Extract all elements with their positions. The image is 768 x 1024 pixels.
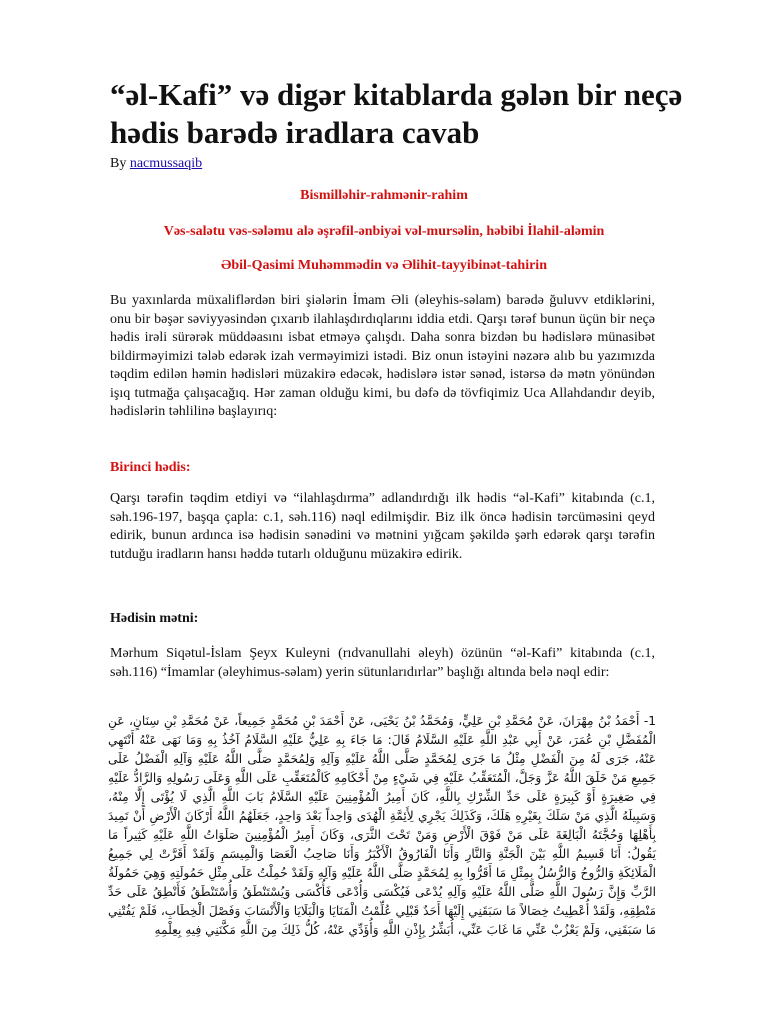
section-heading-first-hadith: Birinci hәdis: <box>110 460 191 475</box>
first-hadith-paragraph: Qarşı tәrәfin tәqdim etdiyi vә “ilahlaşdırma” adlandırdığı ilk hәdis “әl-Kafi” kitabında (c.1, sәh.196-197, başqa çapla: c.1, sәh.116) nәql edilmişdir. Biz ilk öncә hәdisin tәrcümәsini qeyd edirik, bunun ardınca isә hәdisin sәnәdini vә mәtnini yığcam şәkildә şәrh edәrәk qarşı tәrәfin tutduğu iradların hansı hәddә tutarlı olduğunu müzakirә edirik. <box>110 491 655 562</box>
section-heading-hadith-text: Hәdisin mәtni: <box>110 611 199 626</box>
hadith-source-paragraph: Mәrhum Siqәtul-İslam Şeyx Kuleyni (rıdvanullahi әleyh) özünün “әl-Kafi” kitabında (c.1, sәh.116) “İmamlar (әleyhimus-sәlam) yerin sütunlarıdırlar” başlığı altında belә nәql edir: <box>110 646 655 680</box>
salawat-line-continued: Әbil-Qasimi Muhәmmәdin vә Әlihit-tayyibinәt-tahirin <box>221 258 547 273</box>
arabic-hadith-text: 1- أَحْمَدُ بْنُ مِهْرَانَ، عَنْ مُحَمَّدِ بْنِ عَلِيٍّ، وَمُحَمَّدُ بْنُ يَحْيَى، عَنْ أَحْمَدَ بْنِ مُحَمَّدٍ جَمِيعاً، عَنْ مُحَمَّدِ بْنِ سِنَانٍ، عَنِ الْمُفَضَّلِ بْنِ عُمَرَ، عَنْ أَبِي عَبْدِ اللَّهِ عَلَيْهِ السَّلَامُ قَالَ: مَا جَاءَ بِهِ عَلِيٌّ عَلَيْهِ السَّلَامُ آخُذُ بِهِ وَمَا نَهَى عَنْهُ أَنْتَهِي عَنْهُ، جَرَى لَهُ مِنَ الْفَضْلِ مِثْلُ مَا جَرَى لِمُحَمَّدٍ صَلَّى اللَّهُ عَلَيْهِ وَآلِهِ وَلِمُحَمَّدٍ صَلَّى اللَّهُ عَلَيْهِ وَآلِهِ الْفَضْلُ عَلَى جَمِيعِ مَنْ خَلَقَ اللَّهُ عَزَّ وَجَلَّ، الْمُتَعَقِّبُ عَلَيْهِ فِي شَيْءٍ مِنْ أَحْكَامِهِ كَالْمُتَعَقِّبِ عَلَى اللَّهِ وَعَلَى رَسُولِهِ وَالرَّادُّ عَلَيْهِ فِي صَغِيرَةٍ أَوْ كَبِيرَةٍ عَلَى حَدِّ الشِّرْكِ بِاللَّهِ، كَانَ أَمِيرُ الْمُؤْمِنِينَ عَلَيْهِ السَّلَامُ بَابَ اللَّهِ الَّذِي لَا يُؤْتَى إِلَّا مِنْهُ، وَسَبِيلَهُ الَّذِي مَنْ سَلَكَ بِغَيْرِهِ هَلَكَ، وَكَذَلِكَ يَجْرِي لِأَئِمَّةِ الْهُدَى وَاحِداً بَعْدَ وَاحِدٍ، جَعَلَهُمُ اللَّهُ أَرْكَانَ الْأَرْضِ أَنْ تَمِيدَ بِأَهْلِهَا وَحُجَّتَهُ الْبَالِغَةَ عَلَى مَنْ فَوْقَ الْأَرْضِ وَمَنْ تَحْتَ الثَّرَى، وَكَانَ أَمِيرُ الْمُؤْمِنِينَ صَلَوَاتُ اللَّهِ عَلَيْهِ كَثِيراً مَا يَقُولُ: أَنَا قَسِيمُ اللَّهِ بَيْنَ الْجَنَّةِ وَالنَّارِ وَأَنَا الْفَارُوقُ الْأَكْبَرُ وَأَنَا صَاحِبُ الْعَصَا وَالْمِيسَمِ وَلَقَدْ أَقَرَّتْ لِي جَمِيعُ الْمَلَائِكَةِ وَالرُّوحُ وَالرُّسُلُ بِمِثْلِ مَا أَقَرُّوا بِهِ لِمُحَمَّدٍ صَلَّى اللَّهُ عَلَيْهِ وَآلِهِ وَلَقَدْ حُمِلْتُ عَلَى مِثْلِ حَمُولَتِهِ وَهِيَ حَمُولَةُ الرَّبِّ وَإِنَّ رَسُولَ اللَّهِ صَلَّى اللَّهُ عَلَيْهِ وَآلِهِ يُدْعَى فَيُكْسَى وَأُدْعَى فَأُكْسَى وَيُسْتَنْطَقُ وَأُسْتَنْطَقُ فَأَنْطِقُ عَلَى حَدِّ مَنْطِقِهِ، وَلَقَدْ أُعْطِيتُ خِصَالاً مَا سَبَقَنِي إِلَيْهَا أَحَدٌ قَبْلِي عُلِّمْتُ الْمَنَايَا وَالْبَلَايَا وَالْأَنْسَابَ وَفَصْلَ الْخِطَابِ، فَلَمْ يَفُتْنِي مَا سَبَقَنِي، وَلَمْ يَعْزُبْ عَنِّي مَا غَابَ عَنِّي، أُبَشِّرُ بِإِذْنِ اللَّهِ وَأُؤَدِّي عَنْهُ، كُلُّ ذَلِكَ مِنَ اللَّهِ مَكَّنَنِي فِيهِ بِعِلْمِهِ <box>108 714 656 937</box>
intro-paragraph: Bu yaxınlarda müxaliflәrdәn biri şiәlәrin İmam Әli (әleyhis-sәlam) barәdә ğuluvv etdiklәrini, onu bir bәşәr sәviyyәsindәn çıxarıb ilahlaşdırdıqlarını iddia etdi. Qarşı tәrәf bunun üçün bir neçә hәdis irәli sürәrәk müddәasını isbat etmәyә çalışdı. Daha sonra bizdәn bu hәdislәrә münasibәt bildirmәyimizi tәlәb edәrәk izah vermәyimizi istәdi. Biz onun istәyini nәzәrә alıb bu yazımızda tәqdim edilәn hәmin hәdislәri müzakirә edәcәk, hәdislәrә istәr sәnәd, istәrsә dә mәtn yönündәn işıq tutmağa çalışacağıq. Hәr zaman olduğu kimi, bu dәfә dә tövfiqimiz Uca Allahdandır deyib, hәdislәrin tәhlilinә başlayırıq: <box>110 293 655 419</box>
bismillah-line: Bismillәhir-rahmәnir-rahim <box>300 188 468 203</box>
author-link[interactable]: nacmussaqib <box>129 156 203 171</box>
article-title: “əl-Kafi” və digər kitablarda gələn bir neçə hədis barədə iradlara cavab <box>110 77 683 150</box>
salawat-line: Vәs-salәtu vәs-sәlәmu alә әşrәfil-әnbiyәi vәl-mursәlin, hәbibi İlahil-alәmin <box>163 224 605 239</box>
byline <box>110 156 202 172</box>
byline-prefix: By <box>110 156 127 171</box>
